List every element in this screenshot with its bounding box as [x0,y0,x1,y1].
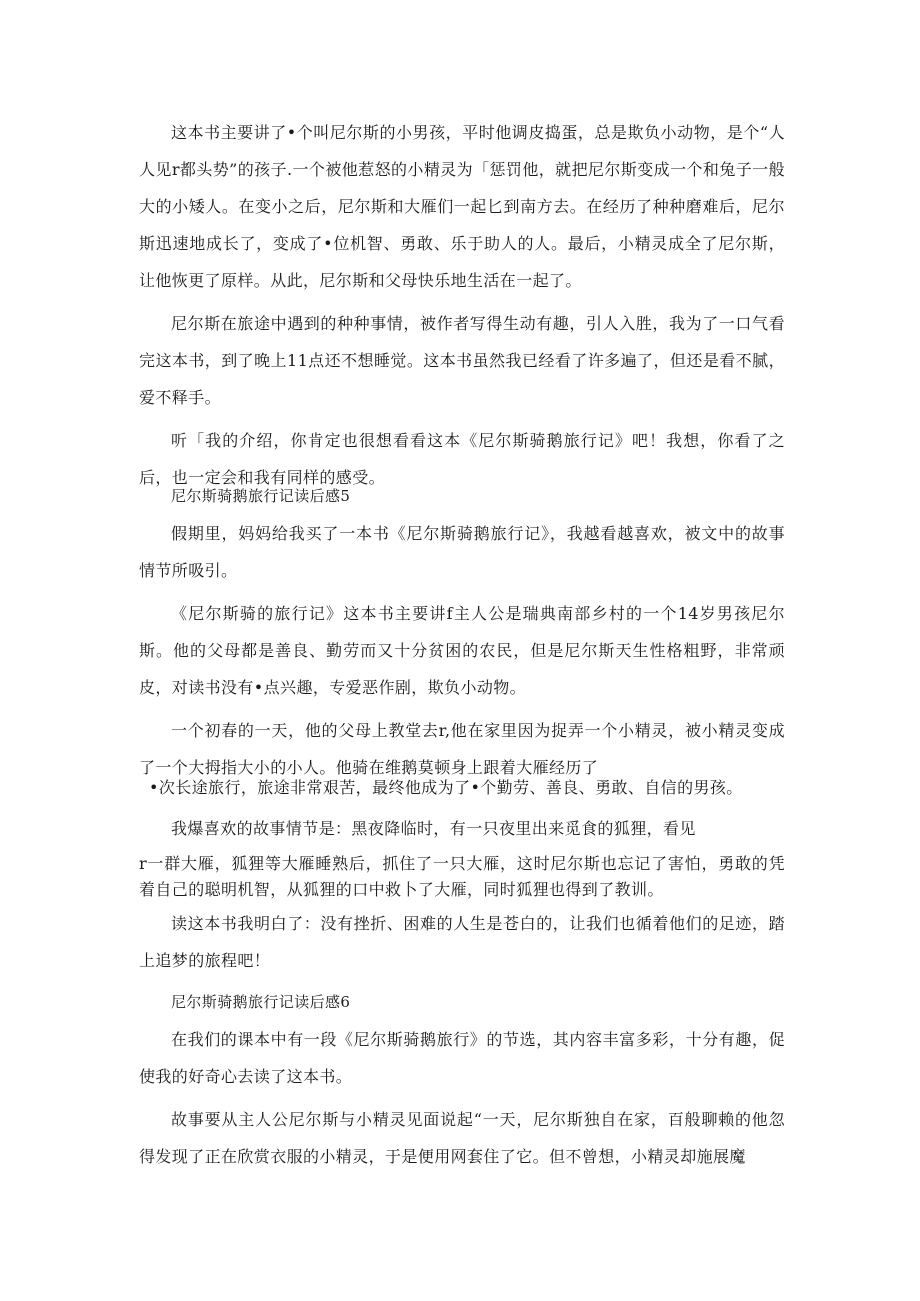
paragraph-2: 尼尔斯在旅途中遇到的种种事情，被作者写得生动有趣，引人入胜，我为了一口气看完这本书，到了晚上11点还不想睡觉。这本书虽然我已经看了许多遍了，但还是看不腻，爱不释手。 [139,314,785,407]
section-heading-6: 尼尔斯骑鹅旅行记读后感6 [171,993,351,1011]
heading-block-5 [139,478,785,515]
paragraph-12: 故事要从主人公尼尔斯与小精灵见面说起“一天，尼尔斯独自在家，百般聊赖的他忽得发现了正在欣赏衣服的小精灵，于是便用网套住了它。但不曾想，小精灵却施展魔 [139,1110,785,1166]
text-block-story [139,810,785,847]
paragraph-7: •次长途旅行，旅途非常艰苦，最终他成为了•个勤劳、善良、勇敢、自信的男孩。 [149,778,743,797]
text-block-story-2 [139,851,785,903]
text-block-top [139,114,785,496]
paragraph-10: 读这本书我明白了：没有挫折、困难的人生是苍白的，让我们也循着他们的足迹，踏上追梦的旅程吧！ [139,914,785,970]
heading-block-6 [139,984,785,1021]
paragraph-4: 假期里，妈妈给我买了一本书《尼尔斯骑鹅旅行记》，我越看越喜欢，被文中的故事情节所吸引。 [139,524,785,580]
section-heading-5: 尼尔斯骑鹅旅行记读后感5 [171,487,351,505]
paragraph-6: 一个初春的一天，他的父母上教堂去r,他在家里因为捉弄一个小精灵，被小精灵变成了一个大拇指大小的小人。他骑在维鹅莫顿身上跟着大雁经历了 [139,721,785,777]
text-block-bottom [139,1021,785,1175]
paragraph-8: 我爆喜欢的故事情节是：黑夜降临时，有一只夜里出来觅食的狐狸，看见 [171,819,696,838]
text-block-line [139,769,785,806]
text-block-lesson [139,905,785,979]
paragraph-5: 《尼尔斯骑的旅行记》这本书主要讲f主人公是瑞典南部乡村的一个14岁男孩尼尔斯。他的父母都是善良、勤劳而又十分贫困的农民，但是尼尔斯天生性格粗野，非常顽皮，对读书没有•点兴趣，专爱恶作剧，欺负小动物。 [139,604,785,697]
paragraph-1: 这本书主要讲了•个叫尼尔斯的小男孩，平时他调皮捣蛋，总是欺负小动物，是个“人人见r都头势”的孩子.一个被他惹怒的小精灵为「惩罚他，就把尼尔斯变成一个和兔子一般大的小矮人。在变小之后，尼尔斯和大雁们一起匕到南方去。在经历了种种磨难后，尼尔斯迅速地成长了，变成了•位机智、勇敢、乐于助人的人。最后，小精灵成全了尼尔斯，让他恢更了原样。从此，尼尔斯和父母快乐地生活在一起了。 [139,123,785,290]
paragraph-9: r一群大雁，狐狸等大雁睡熟后，抓住了一只大雁，这时尼尔斯也忘记了害怕，勇敢的凭着自己的聪明机智，从狐狸的口中救卜了大雁，同时狐狸也得到了教训。 [139,854,785,899]
text-block-middle [139,515,785,786]
paragraph-3: 听「我的介绍，你肯定也很想看看这本《尼尔斯骑鹅旅行记》吧！我想，你看了之后，也一定会和我有同样的感受。 [139,431,785,487]
paragraph-11: 在我们的课本中有一段《尼尔斯骑鹅旅行》的节选，其内容丰富多彩，十分有趣，促使我的好奇心去读了这本书。 [139,1030,785,1086]
